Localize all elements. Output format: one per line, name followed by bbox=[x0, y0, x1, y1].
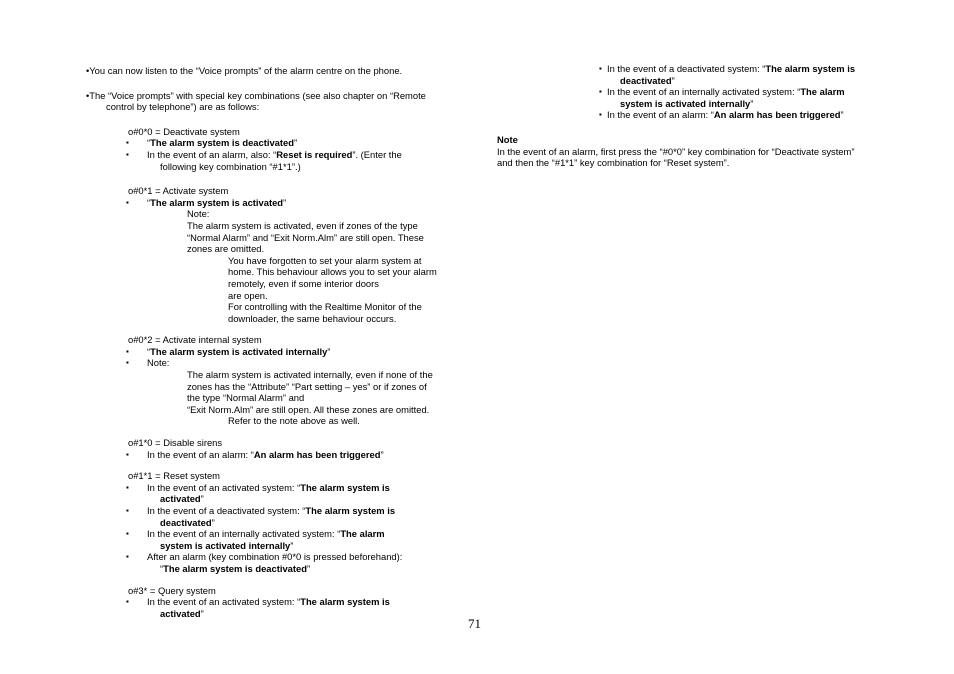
square-bullet-icon: ▪ bbox=[126, 358, 129, 368]
section-reset-item-4: ▪ After an alarm (key combination #0*0 is pressed beforehand): bbox=[126, 551, 403, 563]
intro-listen: •You can now listen to the “Voice prompts” of the alarm centre on the phone. bbox=[86, 65, 403, 76]
right-item-1-cont: deactivated” bbox=[620, 74, 675, 86]
square-bullet-icon: ▪ bbox=[126, 449, 129, 459]
section-query-heading: o#3* = Query system bbox=[128, 584, 216, 596]
section-internal-item-1: ▪ “The alarm system is activated internally” bbox=[126, 345, 331, 357]
square-bullet-icon: ▪ bbox=[126, 482, 129, 492]
section-activate-note-line: “Normal Alarm” and “Exit Norm.Alm” are still open. These bbox=[187, 231, 424, 243]
page-number: 71 bbox=[468, 616, 481, 631]
square-bullet-icon: ▪ bbox=[599, 110, 602, 120]
section-reset-item-2: ▪ In the event of a deactivated system: “The alarm system is bbox=[126, 505, 396, 516]
section-reset-item-2-cont: deactivated” bbox=[160, 516, 215, 528]
section-internal-note-line: zones has the “Attribute” “Part setting – yes” or if zones of bbox=[187, 380, 427, 392]
section-disable-sirens-heading: o#1*0 = Disable sirens bbox=[128, 437, 223, 449]
square-bullet-icon: ▪ bbox=[126, 529, 129, 539]
section-query-item-1: ▪ In the event of an activated system: “The alarm system is bbox=[126, 596, 390, 608]
square-bullet-icon: ▪ bbox=[126, 138, 129, 148]
right-item-3: ▪ In the event of an alarm: “An alarm has been triggered” bbox=[599, 109, 844, 121]
square-bullet-icon: ▪ bbox=[599, 64, 602, 73]
right-item-1: ▪ In the event of a deactivated system: “The alarm system is bbox=[599, 63, 856, 74]
section-internal-note-line: Refer to the note above as well. bbox=[228, 415, 360, 427]
square-bullet-icon: ▪ bbox=[126, 197, 129, 207]
section-activate-note-line: are open. bbox=[228, 289, 268, 301]
section-query-item-1-cont: activated” bbox=[160, 607, 204, 619]
section-activate-note-line: remotely, even if some interior doors bbox=[228, 277, 379, 289]
section-internal-note-line: the type “Normal Alarm” and bbox=[187, 392, 305, 404]
section-deactivate-item-2-cont: following key combination “#1*1”.) bbox=[160, 160, 301, 172]
section-reset-item-4-cont: “The alarm system is deactivated” bbox=[160, 562, 311, 574]
section-reset-item-3: ▪ In the event of an internally activated system: “The alarm bbox=[126, 528, 385, 540]
left-column bbox=[86, 65, 476, 619]
note-title: Note bbox=[497, 133, 518, 145]
square-bullet-icon: ▪ bbox=[599, 87, 602, 97]
section-activate-note-line: zones are omitted. bbox=[187, 243, 265, 255]
section-deactivate-item-2: ▪ In the event of an alarm, also: “Reset is required”. (Enter the bbox=[126, 148, 402, 160]
right-column bbox=[497, 63, 897, 169]
square-bullet-icon: ▪ bbox=[126, 597, 129, 607]
section-activate-note-line: downloader, the same behaviour occurs. bbox=[228, 312, 397, 324]
section-activate-note-line: For controlling with the Realtime Monitor of the bbox=[228, 301, 422, 313]
section-disable-sirens-item-1: ▪ In the event of an alarm: “An alarm has been triggered” bbox=[126, 448, 384, 460]
square-bullet-icon: ▪ bbox=[126, 552, 129, 562]
section-deactivate-heading: o#0*0 = Deactivate system bbox=[128, 125, 240, 137]
square-bullet-icon: ▪ bbox=[126, 346, 129, 356]
section-activate-note-label: Note: bbox=[187, 208, 210, 220]
right-item-2-cont: system is activated internally” bbox=[620, 97, 754, 109]
section-reset-heading: o#1*1 = Reset system bbox=[128, 470, 220, 482]
section-activate-note-line: home. This behaviour allows you to set your alarm bbox=[228, 266, 437, 278]
section-reset-item-1-cont: activated” bbox=[160, 493, 204, 505]
section-internal-note-line: “Exit Norm.Alm” are still open. All these zones are omitted. bbox=[187, 403, 430, 415]
intro-voice-prompts-1: •The “Voice prompts” with special key combinations (see also chapter on “Remote bbox=[86, 89, 426, 101]
section-deactivate-item-1: ▪ “The alarm system is deactivated” bbox=[126, 137, 298, 149]
note-line: and then the “#1*1” key combination for “Reset system”. bbox=[497, 157, 730, 169]
section-reset-item-3-cont: system is activated internally” bbox=[160, 539, 294, 551]
section-internal-note-line: The alarm system is activated internally, even if none of the bbox=[187, 369, 433, 381]
square-bullet-icon: ▪ bbox=[126, 149, 129, 159]
intro-voice-prompts-2: control by telephone”) are as follows: bbox=[106, 101, 260, 113]
square-bullet-icon: ▪ bbox=[126, 506, 129, 515]
section-reset-item-1: ▪ In the event of an activated system: “The alarm system is bbox=[126, 481, 390, 493]
right-item-2: ▪ In the event of an internally activated system: “The alarm bbox=[599, 86, 845, 98]
section-activate-note-line: The alarm system is activated, even if zones of the type bbox=[187, 219, 418, 231]
note-line: In the event of an alarm, first press the “#0*0” key combination for “Deactivate system” bbox=[497, 145, 855, 157]
section-activate-item-1: ▪ “The alarm system is activated” bbox=[126, 196, 287, 208]
section-internal-heading: o#0*2 = Activate internal system bbox=[128, 334, 262, 346]
section-internal-item-2: ▪ Note: bbox=[126, 357, 170, 369]
section-activate-heading: o#0*1 = Activate system bbox=[128, 185, 229, 197]
section-activate-note-line: You have forgotten to set your alarm system at bbox=[228, 254, 422, 266]
